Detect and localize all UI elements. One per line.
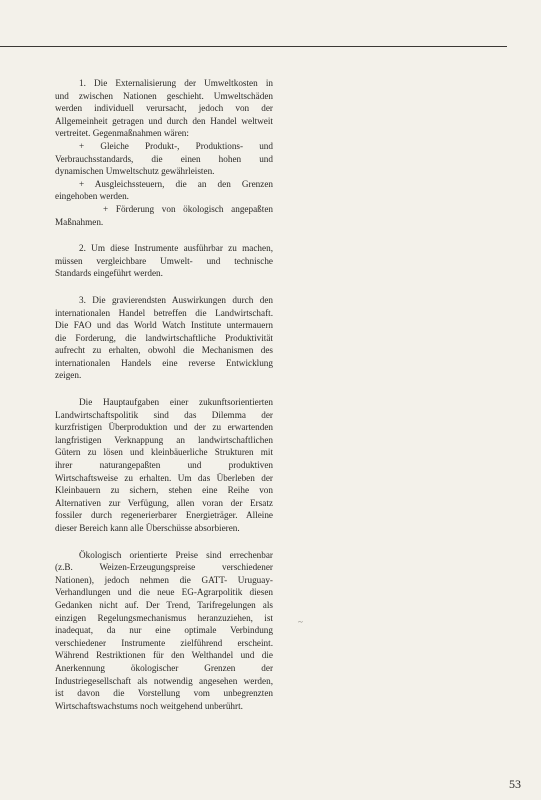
text-line: 3. Die gravierendsten Auswirkungen durch den — [79, 294, 273, 305]
text-line: werden individuell verursacht, jedoch von der — [55, 103, 273, 114]
text-line: Kleinbauern zu sichern, stehen eine Reihe von — [55, 485, 273, 496]
text-line: dieser Bereich kann alle Überschüsse absorbieren. — [55, 523, 240, 533]
text-line: dynamischen Umweltschutz gewährleisten. — [55, 166, 215, 177]
text-line: Nationen), jedoch nehmen die GATT- Uruguay- — [55, 574, 273, 585]
text-line: aufrecht zu erhalten, obwohl die Mechanismen des — [55, 345, 273, 356]
list-item-line: + Förderung von ökologisch angepaßten — [103, 203, 273, 214]
text-line: ihrer naturangepaßten und produktiven — [55, 460, 273, 471]
page-number: 53 — [509, 777, 521, 791]
page-body — [55, 77, 273, 726]
text-line: eingehoben werden. — [55, 191, 129, 202]
text-line: Die FAO und das World Watch Institute untermauern — [55, 320, 273, 331]
text-line: Gütern zu lösen und kleinbäuerliche Strukturen mit — [55, 447, 273, 458]
text-line: Alternativen zur Verfügung, allen voran der Ersatz — [55, 497, 273, 508]
text-line: Allgemeinheit getragen und durch den Handel weltweit — [55, 115, 273, 126]
paragraph-5 — [55, 549, 273, 713]
text-line: kurzfristigen Überproduktion und der zu erwartenden — [55, 422, 273, 433]
text-line: die Forderung, die landwirtschaftliche Produktivität — [55, 332, 273, 343]
text-line: Gedanken nicht auf. Der Trend, Tarifregelungen als — [55, 599, 273, 610]
text-line: 1. Die Externalisierung der Umweltkosten in — [79, 78, 273, 88]
paragraph-4 — [55, 396, 273, 535]
text-line: Wirtschaftswachstums noch weitgehend unberührt. — [55, 700, 243, 711]
list-item-line: + Gleiche Produkt-, Produktions- und — [79, 140, 273, 151]
list-item-line: + Ausgleichssteuern, die an den Grenzen — [79, 178, 273, 189]
pencil-mark: ~ — [298, 617, 303, 627]
text-line: inadequat, da nur eine optimale Verbindung — [55, 625, 273, 636]
text-line: Während Restriktionen für den Welthandel und die — [55, 650, 273, 661]
text-line: Wirtschaftsweise zu erhalten. Um das Überleben der — [55, 472, 273, 483]
paragraph-1 — [55, 77, 273, 228]
text-line: langfristigen Verknappung an landwirtschaftlichen — [55, 434, 273, 445]
text-line: Verhandlungen und die neue EG-Agrarpolitik diesen — [55, 587, 273, 598]
text-line: Standards eingeführt werden. — [55, 268, 163, 279]
paragraph-3 — [55, 294, 273, 382]
text-line: vertreitet. Gegenmaßnahmen wären: — [55, 128, 189, 139]
text-line: müssen vergleichbare Umwelt- und technische — [55, 255, 273, 266]
text-line: Landwirtschaftspolitik sind das Dilemma der — [55, 409, 273, 420]
text-line: (z.B. Weizen-Erzeugungspreise verschiedener — [55, 562, 273, 573]
header-rule — [0, 46, 507, 47]
text-line: internationalen Handels eine reverse Entwicklung — [55, 357, 273, 368]
text-line: internationalen Handel betreffen die Landwirtschaft. — [55, 307, 273, 318]
text-line: Die Hauptaufgaben einer zukunftsorientierten — [79, 397, 273, 408]
text-line: Verbrauchsstandards, die einen hohen und — [55, 153, 273, 164]
text-line: und zwischen Nationen geschieht. Umweltschäden — [55, 90, 273, 101]
paragraph-2 — [55, 242, 273, 280]
text-line: einzigen Regelungsmechanismus heranzuziehen, ist — [55, 612, 273, 623]
text-line: Maßnahmen. — [55, 216, 104, 227]
text-line: Ökologisch orientierte Preise sind errechenbar — [79, 549, 273, 560]
text-line: Anerkennung ökologischer Grenzen der — [55, 662, 273, 673]
text-line: fossiler durch regenerierbarer Energieträger. Alleine — [55, 510, 273, 521]
text-line: verschiedener Instrumente zielführend erscheint. — [55, 637, 273, 648]
text-line: zeigen. — [55, 370, 82, 381]
text-line: 2. Um diese Instrumente ausführbar zu machen, — [79, 243, 273, 254]
text-line: Industriegesellschaft als notwendig angesehen werden, — [55, 675, 273, 686]
text-line: ist davon die Vorstellung vom unbegrenzten — [55, 688, 273, 699]
